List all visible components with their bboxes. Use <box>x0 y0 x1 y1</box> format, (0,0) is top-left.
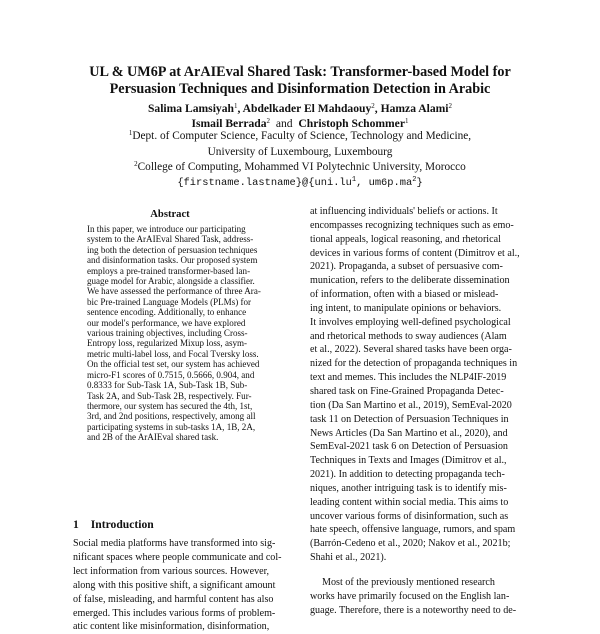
text-line: uncover various forms of disinformation, such as <box>310 510 509 522</box>
section-heading-introduction <box>73 518 154 531</box>
paper-title <box>40 64 560 98</box>
email-line <box>40 176 560 192</box>
text-line: task 11 on Detection of Persuasion Techniques in <box>310 413 509 425</box>
affiliation-marker: 2 <box>412 175 417 184</box>
author-list: Salima Lamsiyah$^1$, Abdelkader El Mahdaouy$^2$, Hamza Alami$^2$ Ismail Berrada$^2$ and Christoph Schommer$^1$ <box>147 102 453 130</box>
text-line: along with this positive shift, a significant amount <box>73 579 276 591</box>
text-line: nized for the detection of propaganda techniques in <box>310 358 518 370</box>
text-line: tional appeals, logical reasoning, and rhetorical <box>310 233 501 245</box>
text-line: News Articles (Da San Martino et al., 2020), and <box>310 427 508 439</box>
text-line: ing intent, to manipulate opinions or behaviors. <box>310 302 502 314</box>
text-line: tion (Da San Martino et al., 2019), SemEval-2020 <box>310 399 512 411</box>
text-line: encompasses recognizing techniques such as emo- <box>310 219 514 231</box>
email-text: , um6p.ma <box>356 176 413 189</box>
text-line: at influencing individuals' beliefs or actions. It <box>310 206 498 217</box>
text-line: guage model for Arabic, alongside a classifier. <box>87 276 255 287</box>
abstract-heading: Abstract <box>150 209 190 220</box>
text-line: lect information from various sources. However, <box>73 565 270 577</box>
text-line: niques, another intriguing task is to identify mis- <box>310 482 507 494</box>
text-line: thermore, our system has secured the 4th, 1st, <box>87 400 253 411</box>
text-line: text and memes. This includes the NLP4IF-2019 <box>310 372 507 384</box>
section-number: 1 <box>73 518 79 531</box>
affiliation-text: Dept. of Computer Science, Faculty of Science, Technology and Medicine, <box>132 130 472 142</box>
author-name: Christoph Schommer <box>298 117 405 130</box>
title-line: Persuasion Techniques and Disinformation Detection in Arabic <box>109 81 491 97</box>
author-name: Salima Lamsiyah <box>147 102 234 115</box>
affiliation-marker: 2 <box>134 160 138 168</box>
affiliation-text: University of Luxembourg, Luxembourg <box>207 145 393 158</box>
author-name: Hamza Alami <box>380 102 449 115</box>
text-line: 3rd, and 2nd positions, respectively, among all <box>87 411 256 422</box>
text-line: of information, often with a biased or mislead- <box>310 289 499 301</box>
text-line: munication, refers to the deliberate dissemination <box>310 275 510 287</box>
title-line: UL & UM6P at ArAIEval Shared Task: Transformer-based Model for <box>89 64 511 80</box>
affiliation-marker: 2 <box>448 102 453 110</box>
affiliation-text: College of Computing, Mohammed VI Polytechnic University, Morocco <box>137 161 466 173</box>
email-text: } <box>416 176 423 189</box>
paragraph-gap <box>310 565 535 576</box>
text-line: employs a pre-trained transformer-based lan- <box>87 265 251 276</box>
text-line: bic Pre-trained Language Models (PLMs) for <box>87 296 252 307</box>
text-line: Task 2A, and Sub-Task 2B, respectively. Fur- <box>87 390 252 401</box>
text-line: and rhetorical methods to sway audiences (Alam <box>310 330 507 342</box>
text-line: 2021). Propaganda, a subset of persuasive com- <box>310 261 503 273</box>
text-line: It involves employing well-defined psychological <box>310 316 511 328</box>
affiliation-marker: 1 <box>128 129 133 137</box>
text-line: metric multi-label loss, and Focal Tversky loss. <box>87 348 259 359</box>
author-conjunction: and <box>275 117 293 130</box>
text-line: various training objectives, including Cross- <box>87 328 248 339</box>
text-line: ing both the detection of persuasion techniques <box>87 244 258 255</box>
text-line: Shahi et al., 2021). <box>310 552 387 564</box>
email-text: {firstname.lastname}@{uni.lu <box>177 176 352 189</box>
text-line: Entropy loss, regularized Mixup loss, asym- <box>87 338 248 349</box>
text-line: works have primarily focused on the English lan- <box>310 590 510 602</box>
text-line: nificant spaces where people communicate and col- <box>73 551 282 563</box>
text-line: et al., 2022). Several shared tasks have been orga- <box>310 344 512 356</box>
text-line: system to the ArAIEval Shared Task, address- <box>87 234 254 245</box>
introduction-left-column <box>73 537 298 634</box>
text-line: Most of the previously mentioned research <box>322 576 495 588</box>
text-line: micro-F1 scores of 0.7515, 0.5666, 0.904, and <box>87 369 255 380</box>
text-line: 2021). In addition to detecting propaganda tech- <box>310 469 505 481</box>
text-line: our model's performance, we have explored <box>87 317 246 328</box>
affiliation-marker: 1 <box>233 102 238 110</box>
affiliation-marker: 2 <box>266 117 271 125</box>
author-name: Ismail Berrada <box>191 117 267 130</box>
text-line: leading content within social media. This aims to <box>310 496 509 508</box>
text-line: Techniques in Texts and Images (Dimitrov et al., <box>310 455 507 467</box>
text-line: In this paper, we introduce our participating <box>87 224 246 234</box>
text-line: devices in various forms of content (Dimitrov et al., <box>310 247 520 259</box>
text-line: and disinformation tasks. Our proposed system <box>87 255 258 266</box>
section-title: Introduction <box>90 518 154 531</box>
text-line: Social media platforms have transformed into sig- <box>73 538 276 549</box>
abstract-body <box>87 224 287 443</box>
text-line: participating systems in sub-tasks 1A, 1B, 2A, <box>87 421 256 432</box>
affiliation-marker: 1 <box>404 117 409 125</box>
affiliation-marker: 1 <box>351 175 357 184</box>
text-line: sentence encoding. Additionally, to enhance <box>87 307 247 318</box>
affiliations <box>40 129 560 191</box>
text-line: and 2B of the ArAIEval shared task. <box>87 432 219 443</box>
text-line: We have assessed the performance of three Ara- <box>87 286 261 297</box>
text-line: guage. Therefore, there is a noteworthy need to de- <box>310 604 517 616</box>
affiliation-marker: 2 <box>371 102 375 110</box>
text-line: SemEval-2021 task 6 on Detection of Persuasion <box>310 441 508 453</box>
text-line: emerged. This includes various forms of problem- <box>73 607 276 619</box>
text-line: On the official test set, our system has achieved <box>87 359 260 370</box>
text-line: (Barrón-Cedeno et al., 2020; Nakov et al., 2021b; <box>310 538 511 550</box>
text-line: shared task on Fine-Grained Propaganda Detec- <box>310 385 504 397</box>
text-line: hate speech, offensive language, rumors, and spam <box>310 524 516 536</box>
text-line: atic content like misinformation, disinformation, <box>73 621 270 633</box>
author-name: Abdelkader El Mahdaouy <box>242 102 372 115</box>
text-line: of false, misleading, and harmful content has also <box>73 593 274 605</box>
introduction-right-column <box>310 205 535 617</box>
text-line: 0.8333 for Sub-Task 1A, Sub-Task 1B, Sub- <box>87 380 248 391</box>
